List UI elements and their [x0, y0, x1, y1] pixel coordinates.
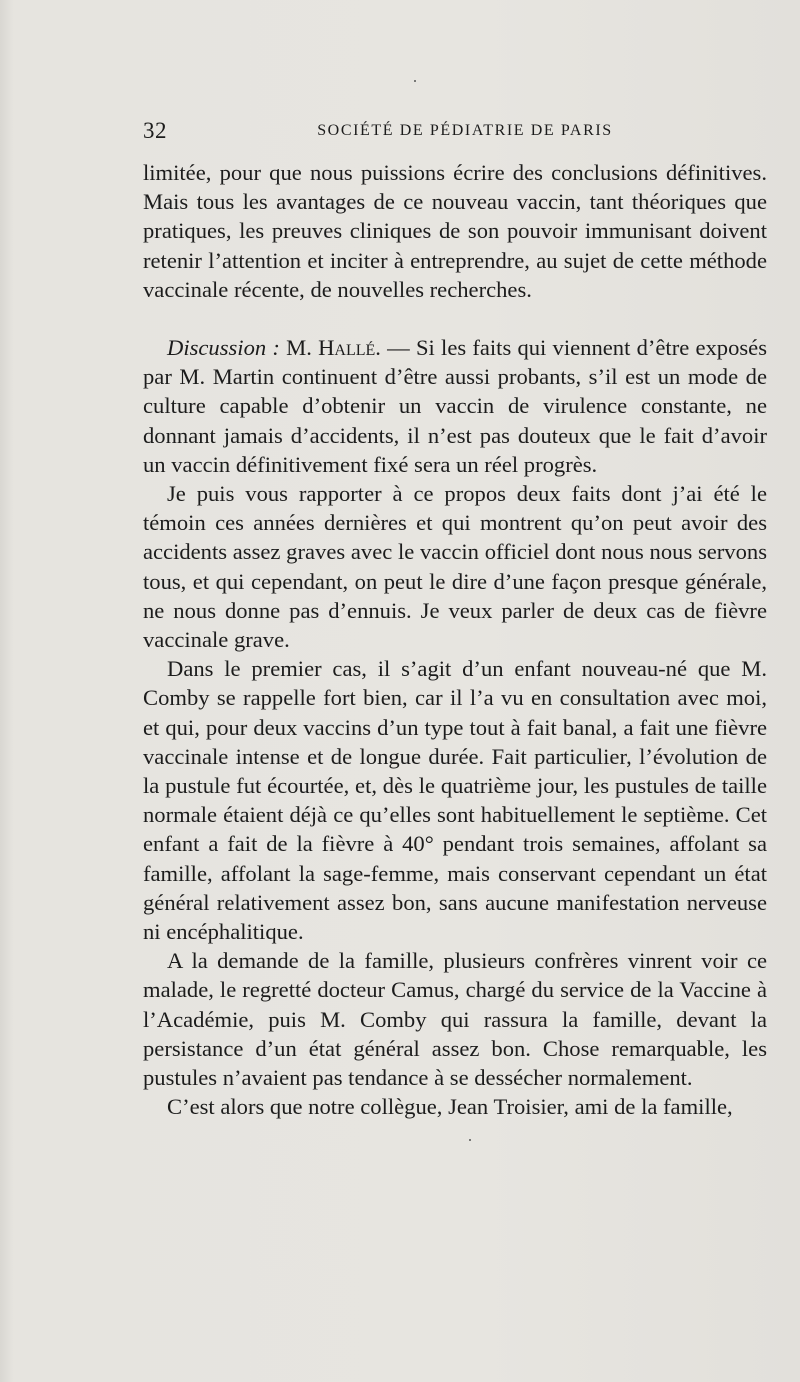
paragraph-troisier: C’est alors que notre collègue, Jean Troisier, ami de la famille, [167, 1094, 733, 1120]
discussion-label: Discussion : [167, 335, 280, 361]
print-speck [414, 80, 416, 82]
paragraph-two-cases: Je puis vous rapporter à ce propos deux faits dont j’ai été le témoin ces années dernières et qui montrent qu’on peut avoir des accidents assez graves avec le vaccin officiel dont nous nous servons tous, et qui cependant, on peut le dire d’une façon presque générale, ne nous donne pas d’ennuis. Je veux parler de deux cas de fièvre vaccinale grave. [143, 481, 767, 653]
paragraph-family-request: A la demande de la famille, plusieurs confrères vinrent voir ce malade, le regretté docteur Camus, chargé du service de la Vaccine à l’Académie, puis M. Comby qui rassura la famille, devant la persistance d’un état général assez bon. Chose remarquable, les pustules n’avaient pas tendance à se dessécher normalement. [143, 948, 767, 1091]
page-header [143, 118, 767, 148]
page-number: 32 [143, 118, 167, 143]
paragraph-first-case: Dans le premier cas, il s’agit d’un enfant nouveau-né que M. Comby se rappelle fort bien, car il l’a vu en consultation avec moi, et qui, pour deux vaccins d’un type tout à fait banal, a fait une fièvre vaccinale intense et de longue durée. Fait particulier, l’évolution de la pustule fut écourtée, et, dès le quatrième jour, les pustules de taille normale étaient déjà ce qu’elles sont habituellement le septième. Cet enfant a fait de la fièvre à 40° pendant trois semaines, affolant sa famille, affolant la sage-femme, mais conservant cependant un état général relativement assez bon, sans aucune manifestation nerveuse ni encéphalitique. [143, 656, 767, 945]
paragraph-discussion [143, 333, 767, 479]
body-text [143, 158, 767, 1122]
speaker-name: Hallé. [318, 335, 381, 361]
discussion-text: — Si les faits qui viennent d’être exposés par M. Martin continuent d’être aussi probants, s’il est un mode de culture capable d’obtenir un vaccin de virulence constante, ne donnant jamais d’accidents, il n’est pas douteux que le fait d’avoir un vaccin définitivement fixé sera un réel progrès. [143, 335, 767, 477]
print-speck [469, 1139, 471, 1141]
paragraph-conclusion: limitée, pour que nous puissions écrire des conclusions définitives. Mais tous les avantages de ce nouveau vaccin, tant théoriques que pratiques, les preuves cliniques de son pouvoir immunisant doivent retenir l’attention et inciter à entreprendre, au sujet de cette méthode vaccinale récente, de nouvelles recherches. [143, 160, 767, 302]
speaker-prefix: M. [286, 335, 312, 361]
running-title: SOCIÉTÉ DE PÉDIATRIE DE PARIS [317, 122, 613, 139]
